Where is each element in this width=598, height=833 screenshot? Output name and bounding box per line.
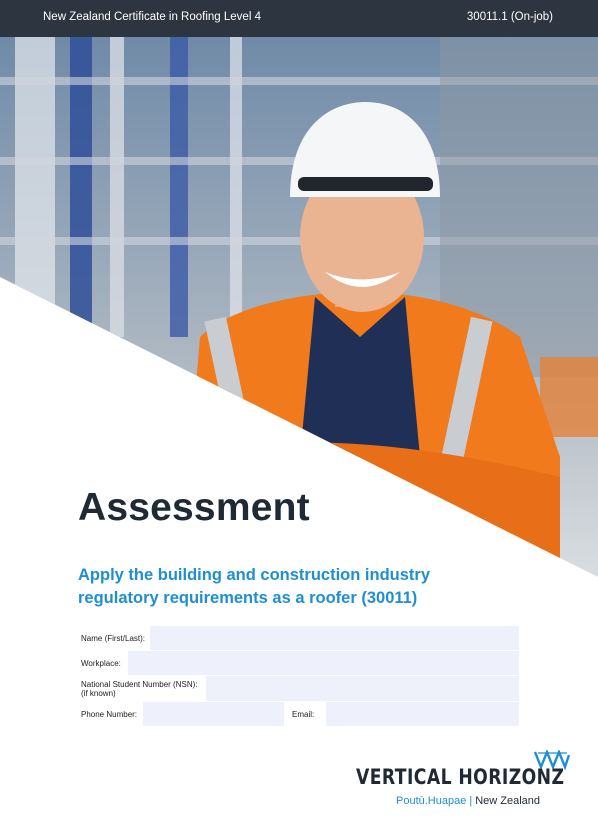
email-label: Email: <box>284 702 326 726</box>
nsn-field[interactable] <box>206 676 519 701</box>
logo-divider: | <box>469 795 473 807</box>
logo-wordmark: VERTICAL HORIZONZ <box>356 765 565 789</box>
phone-label: Phone Number: <box>78 702 143 726</box>
name-field[interactable] <box>150 626 519 650</box>
nsn-label-line-2: (if known) <box>81 688 116 698</box>
email-field[interactable] <box>326 702 519 726</box>
workplace-field[interactable] <box>128 651 519 675</box>
logo-maori-name: Poutū.Huapae <box>396 795 467 807</box>
nsn-label <box>78 676 206 701</box>
subtitle-line-2: regulatory requirements as a roofer (30011) <box>78 589 418 607</box>
name-row <box>78 626 519 651</box>
name-label: Name (First/Last): <box>78 626 150 650</box>
nsn-label-line-1: National Student Number (NSN): <box>81 679 198 689</box>
nsn-row <box>78 676 519 702</box>
course-title: New Zealand Certificate in Roofing Level 4 <box>43 11 261 23</box>
top-bar <box>0 0 598 37</box>
phone-field[interactable] <box>143 702 284 726</box>
student-details-form <box>78 626 519 727</box>
contact-row <box>78 702 519 727</box>
workplace-label: Workplace: <box>78 651 128 675</box>
vertical-horizonz-logo <box>356 750 565 810</box>
workplace-row <box>78 651 519 676</box>
subtitle-line-1: Apply the building and construction industry <box>78 566 430 584</box>
logo-tagline <box>396 795 540 807</box>
unit-standard-title <box>78 564 518 610</box>
logo-country: New Zealand <box>475 795 541 807</box>
page-title: Assessment <box>78 486 310 529</box>
unit-code: 30011.1 (On-job) <box>466 11 553 23</box>
